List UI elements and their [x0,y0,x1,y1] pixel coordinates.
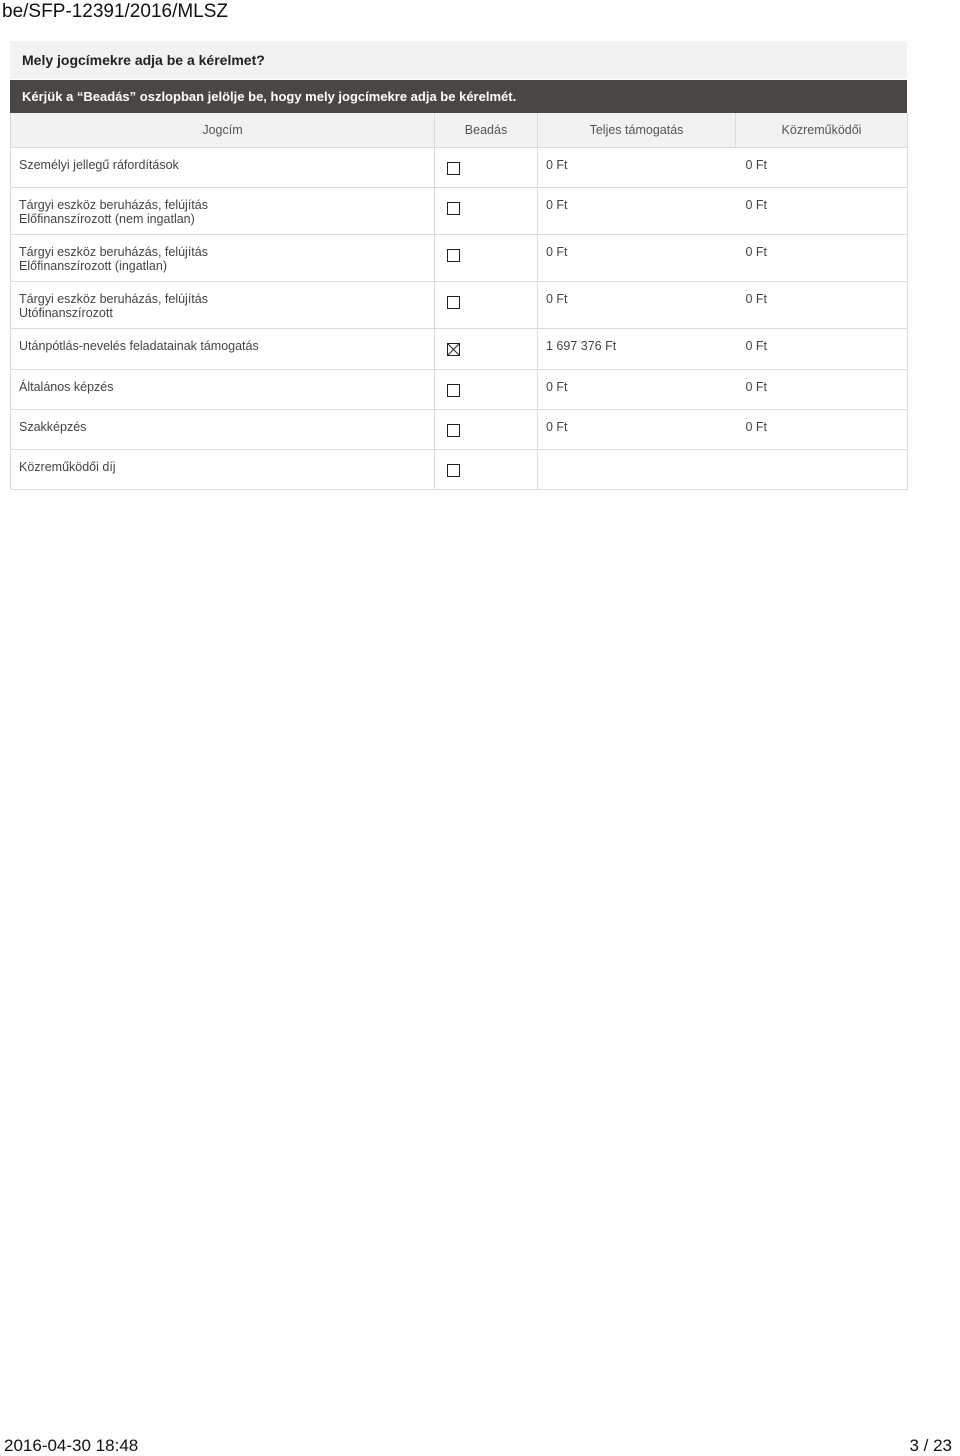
instruction-banner: Kérjük a “Beadás” oszlopban jelölje be, hogy mely jogcímekre adja be kérelmét. [10,80,907,113]
teljes-tamogatas-value: 1 697 376 Ft [538,329,736,370]
beadas-cell [435,410,538,450]
jogcim-label: Általános képzés [19,380,114,394]
empty-amount-cell [538,450,908,490]
jogcim-label: Személyi jellegű ráfordítások [19,158,179,172]
checkbox[interactable] [447,424,460,437]
checkbox-checked[interactable] [447,343,460,356]
table-row [11,188,908,235]
jogcim-cell [11,450,435,490]
table-row [11,450,908,490]
table-row [11,148,908,188]
jogcim-label: Előfinanszírozott (nem ingatlan) [19,212,195,226]
table-row [11,282,908,329]
checkbox[interactable] [447,464,460,477]
teljes-tamogatas-value: 0 Ft [538,148,736,188]
jogcim-label: Közreműködői díj [19,460,116,474]
jogcim-cell [11,148,435,188]
beadas-cell [435,370,538,410]
jogcim-table [10,113,908,490]
jogcim-cell [11,235,435,282]
checkbox[interactable] [447,202,460,215]
kozremukodoi-value: 0 Ft [736,410,908,450]
jogcim-cell [11,410,435,450]
jogcim-cell [11,370,435,410]
table-header-row [11,113,908,148]
teljes-tamogatas-value: 0 Ft [538,282,736,329]
jogcim-label: Utánpótlás-nevelés feladatainak támogatás [19,339,259,353]
jogcim-cell [11,329,435,370]
jogcim-label: Utófinanszírozott [19,306,113,320]
teljes-tamogatas-value: 0 Ft [538,410,736,450]
section-title: Mely jogcímekre adja be a kérelmet? [10,41,907,79]
beadas-cell [435,188,538,235]
checkbox[interactable] [447,384,460,397]
document-id: be/SFP-12391/2016/MLSZ [2,1,229,22]
kozremukodoi-value: 0 Ft [736,148,908,188]
kozremukodoi-value: 0 Ft [736,282,908,329]
teljes-tamogatas-value: 0 Ft [538,370,736,410]
header-beadas: Beadás [435,113,538,148]
beadas-cell [435,148,538,188]
table-row [11,235,908,282]
checkbox[interactable] [447,249,460,262]
checkbox[interactable] [447,296,460,309]
jogcim-label: Tárgyi eszköz beruházás, felújítás [19,292,208,306]
jogcim-label: Szakképzés [19,420,87,434]
check-x-icon [448,344,459,355]
jogcim-cell [11,282,435,329]
header-kozremukodoi: Közreműködői [736,113,908,148]
header-teljes-tamogatas: Teljes támogatás [538,113,736,148]
table-row [11,410,908,450]
kozremukodoi-value: 0 Ft [736,188,908,235]
jogcim-cell [11,188,435,235]
beadas-cell [435,450,538,490]
jogcim-label: Tárgyi eszköz beruházás, felújítás [19,198,208,212]
teljes-tamogatas-value: 0 Ft [538,188,736,235]
checkbox[interactable] [447,162,460,175]
beadas-cell [435,329,538,370]
jogcim-label: Tárgyi eszköz beruházás, felújítás [19,245,208,259]
header-jogcim: Jogcím [11,113,435,148]
footer-timestamp: 2016-04-30 18:48 [4,1436,139,1455]
teljes-tamogatas-value: 0 Ft [538,235,736,282]
table-row [11,329,908,370]
table-row [11,370,908,410]
footer-page-number: 3 / 23 [909,1436,952,1455]
beadas-cell [435,282,538,329]
jogcim-label: Előfinanszírozott (ingatlan) [19,259,167,273]
kozremukodoi-value: 0 Ft [736,235,908,282]
kozremukodoi-value: 0 Ft [736,329,908,370]
kozremukodoi-value: 0 Ft [736,370,908,410]
beadas-cell [435,235,538,282]
